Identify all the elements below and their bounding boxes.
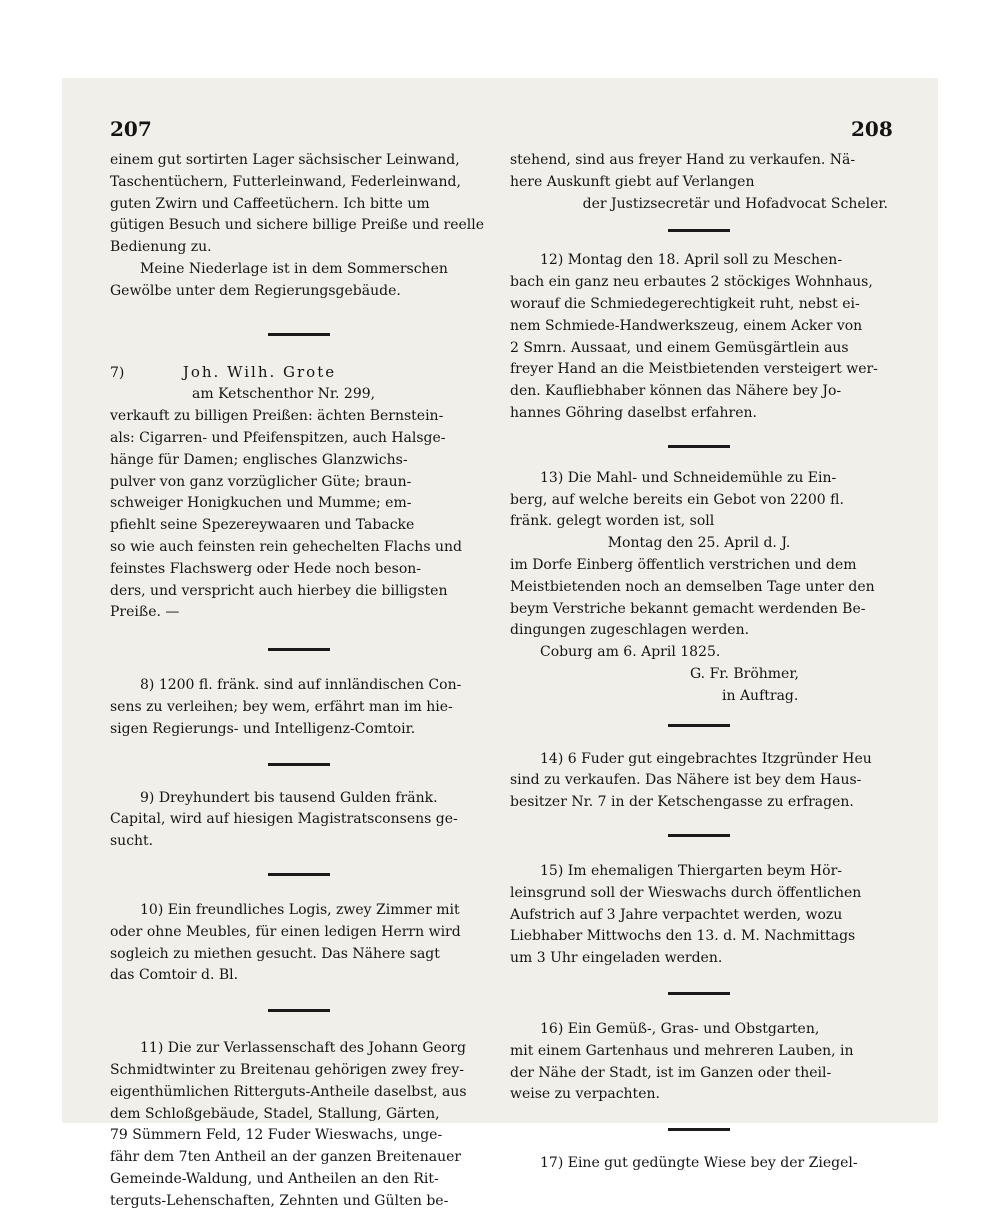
text-line: 9) Dreyhundert bis tausend Gulden fränk. — [140, 789, 438, 806]
text-line: Aufstrich auf 3 Jahre verpachtet werden, wozu — [510, 906, 843, 923]
text-line: als: Cigarren- und Pfeifenspitzen, auch Halsge- — [110, 429, 446, 446]
section-divider — [268, 763, 330, 766]
text-line: das Comtoir d. Bl. — [110, 967, 239, 984]
advertisement-12 — [510, 250, 888, 424]
ad-number: 7) — [110, 364, 125, 381]
advertisement-7 — [110, 362, 488, 625]
advertisement-8 — [110, 675, 488, 740]
section-divider — [268, 1009, 330, 1012]
text-line: beym Verstriche bekannt gemacht werdenden Be- — [510, 600, 866, 617]
text-line: ders, und verspricht auch hierbey die billigsten — [110, 582, 448, 599]
text-line: den. Kaufliebhaber können das Nähere bey Jo- — [510, 383, 842, 400]
text-line: 10) Ein freundliches Logis, zwey Zimmer mit — [140, 901, 460, 918]
text-line: 2 Smrn. Aussaat, und einem Gemüsgärtlein aus — [510, 339, 849, 356]
section-divider — [668, 1128, 730, 1131]
page-number-left: 207 — [110, 117, 152, 141]
text-line: 11) Die zur Verlassenschaft des Johann Georg — [140, 1040, 466, 1057]
text-line: 14) 6 Fuder gut eingebrachtes Itzgründer Heu — [540, 750, 872, 767]
text-line: hänge für Damen; englisches Glanzwichs- — [110, 451, 408, 468]
text-line: oder ohne Meubles, für einen ledigen Herrn wird — [110, 923, 461, 940]
text-line: verkauft zu billigen Preißen: ächten Bernstein- — [110, 408, 444, 425]
text-line: Bedienung zu. — [110, 239, 212, 256]
text-line: 13) Die Mahl- und Schneidemühle zu Ein- — [540, 469, 837, 486]
text-line: Liebhaber Mittwochs den 13. d. M. Nachmittags — [510, 928, 856, 945]
section-divider — [668, 445, 730, 448]
text-line: Gewölbe unter dem Regierungsgebäude. — [110, 282, 401, 299]
section-divider — [268, 873, 330, 876]
text-line: fähr dem 7ten Antheil an der ganzen Breitenauer — [110, 1149, 462, 1166]
text-line: freyer Hand an die Meistbietenden versteigert wer- — [510, 361, 878, 378]
ad-heading — [110, 362, 488, 385]
advertisement-9 — [110, 788, 488, 853]
merchant-address: am Ketschenthor Nr. 299, — [192, 386, 376, 403]
section-divider — [668, 992, 730, 995]
text-line: Meine Niederlage ist in dem Sommerschen — [140, 260, 448, 277]
text-line: Capital, wird auf hiesigen Magistratsconsens ge- — [110, 811, 458, 828]
text-line: worauf die Schmiedegerechtigkeit ruht, nebst ei- — [510, 295, 860, 312]
section-divider — [668, 724, 730, 727]
advertisement-10 — [110, 900, 488, 987]
signer-name: G. Fr. Bröhmer, — [690, 665, 799, 682]
text-line: feinstes Flachswerg oder Hede noch beson- — [110, 560, 422, 577]
text-line: hannes Göhring daselbst erfahren. — [510, 404, 757, 421]
place-date-line: Coburg am 6. April 1825. — [540, 644, 721, 661]
text-line: here Auskunft giebt auf Verlangen — [510, 173, 755, 190]
text-line: eigenthümlichen Ritterguts-Antheile daselbst, aus — [110, 1083, 467, 1100]
text-line: besitzer Nr. 7 in der Ketschengasse zu erfragen. — [510, 794, 854, 811]
text-line: gütigen Besuch und sichere billige Preiße und reelle — [110, 217, 485, 234]
text-line: pfiehlt seine Spezereywaaren und Tabacke — [110, 517, 415, 534]
text-line: fränk. gelegt worden ist, soll — [510, 513, 715, 530]
text-line: um 3 Uhr eingeladen werden. — [510, 950, 723, 967]
text-line: sigen Regierungs- und Intelligenz-Comtoir. — [110, 720, 416, 737]
merchant-name: Joh. Wilh. Grote — [182, 362, 337, 381]
section-divider — [268, 648, 330, 651]
text-line: der Nähe der Stadt, ist im Ganzen oder theil- — [510, 1064, 832, 1081]
text-line: Meistbietenden noch an demselben Tage unter den — [510, 578, 875, 595]
text-line: bach ein ganz neu erbautes 2 stöckiges Wohnhaus, — [510, 274, 873, 291]
right-column — [510, 150, 888, 1175]
advertisement-16 — [510, 1019, 888, 1106]
text-line: Gemeinde-Waldung, und Antheilen an den Rit- — [110, 1170, 439, 1187]
text-line: 15) Im ehemaligen Thiergarten beym Hör- — [540, 862, 842, 879]
text-line: im Dorfe Einberg öffentlich verstrichen und dem — [510, 556, 857, 573]
text-line: mit einem Gartenhaus und mehreren Lauben, in — [510, 1042, 854, 1059]
text-line: dem Schloßgebäude, Stadel, Stallung, Gärten, — [110, 1105, 440, 1122]
text-line: leinsgrund soll der Wieswachs durch öffentlichen — [510, 884, 862, 901]
text-line: sucht. — [110, 833, 154, 850]
section-divider — [268, 333, 330, 336]
text-line: 16) Ein Gemüß-, Gras- und Obstgarten, — [540, 1020, 820, 1037]
text-line: sind zu verkaufen. Das Nähere ist bey dem Haus- — [510, 772, 862, 789]
text-line: 12) Montag den 18. April soll zu Meschen- — [540, 252, 843, 269]
advertisement-17 — [510, 1153, 888, 1175]
text-line: pulver von ganz vorzüglicher Güte; braun- — [110, 473, 412, 490]
advertisement-14 — [510, 749, 888, 814]
text-line: 79 Sümmern Feld, 12 Fuder Wieswachs, unge- — [110, 1127, 443, 1144]
text-line: nem Schmiede-Handwerkszeug, einem Acker von — [510, 317, 863, 334]
left-column — [110, 150, 488, 1212]
continuation-notice-11 — [510, 150, 888, 215]
text-line: einem gut sortirten Lager sächsischer Leinwand, — [110, 152, 460, 168]
section-divider — [668, 229, 730, 232]
text-line: sogleich zu miethen gesucht. Das Nähere sagt — [110, 945, 440, 962]
advertisement-11 — [110, 1038, 488, 1212]
continuation-notice — [110, 150, 488, 303]
page-number-right: 208 — [851, 117, 893, 141]
text-line: dingungen zugeschlagen werden. — [510, 622, 750, 639]
text-line: 8) 1200 fl. fränk. sind auf innländischen Con- — [140, 677, 462, 694]
signer-role: in Auftrag. — [722, 687, 799, 704]
text-line: Schmidtwinter zu Breitenau gehörigen zwey frey- — [110, 1061, 465, 1078]
signature-line: der Justizsecretär und Hofadvocat Scheler. — [582, 195, 888, 212]
text-line: guten Zwirn und Caffeetüchern. Ich bitte um — [110, 195, 430, 212]
text-line: sens zu verleihen; bey wem, erfährt man im hie- — [110, 698, 453, 715]
text-line: terguts-Lehenschaften, Zehnten und Gülten be- — [110, 1192, 449, 1209]
text-line: Preiße. — — [110, 604, 180, 621]
advertisement-13 — [510, 468, 888, 708]
text-line: weise zu verpachten. — [510, 1086, 660, 1103]
text-line: Taschentüchern, Futterleinwand, Federleinwand, — [110, 173, 461, 190]
advertisement-15 — [510, 861, 888, 970]
text-line: stehend, sind aus freyer Hand zu verkaufen. Nä- — [510, 152, 856, 168]
auction-date: Montag den 25. April d. J. — [607, 535, 791, 552]
section-divider — [668, 834, 730, 837]
text-line: berg, auf welche bereits ein Gebot von 2200 fl. — [510, 491, 844, 508]
text-line: so wie auch feinsten rein gehechelten Flachs und — [110, 538, 462, 555]
text-line: schweiger Honigkuchen und Mumme; em- — [110, 495, 412, 512]
text-line: 17) Eine gut gedüngte Wiese bey der Ziegel- — [540, 1155, 858, 1172]
